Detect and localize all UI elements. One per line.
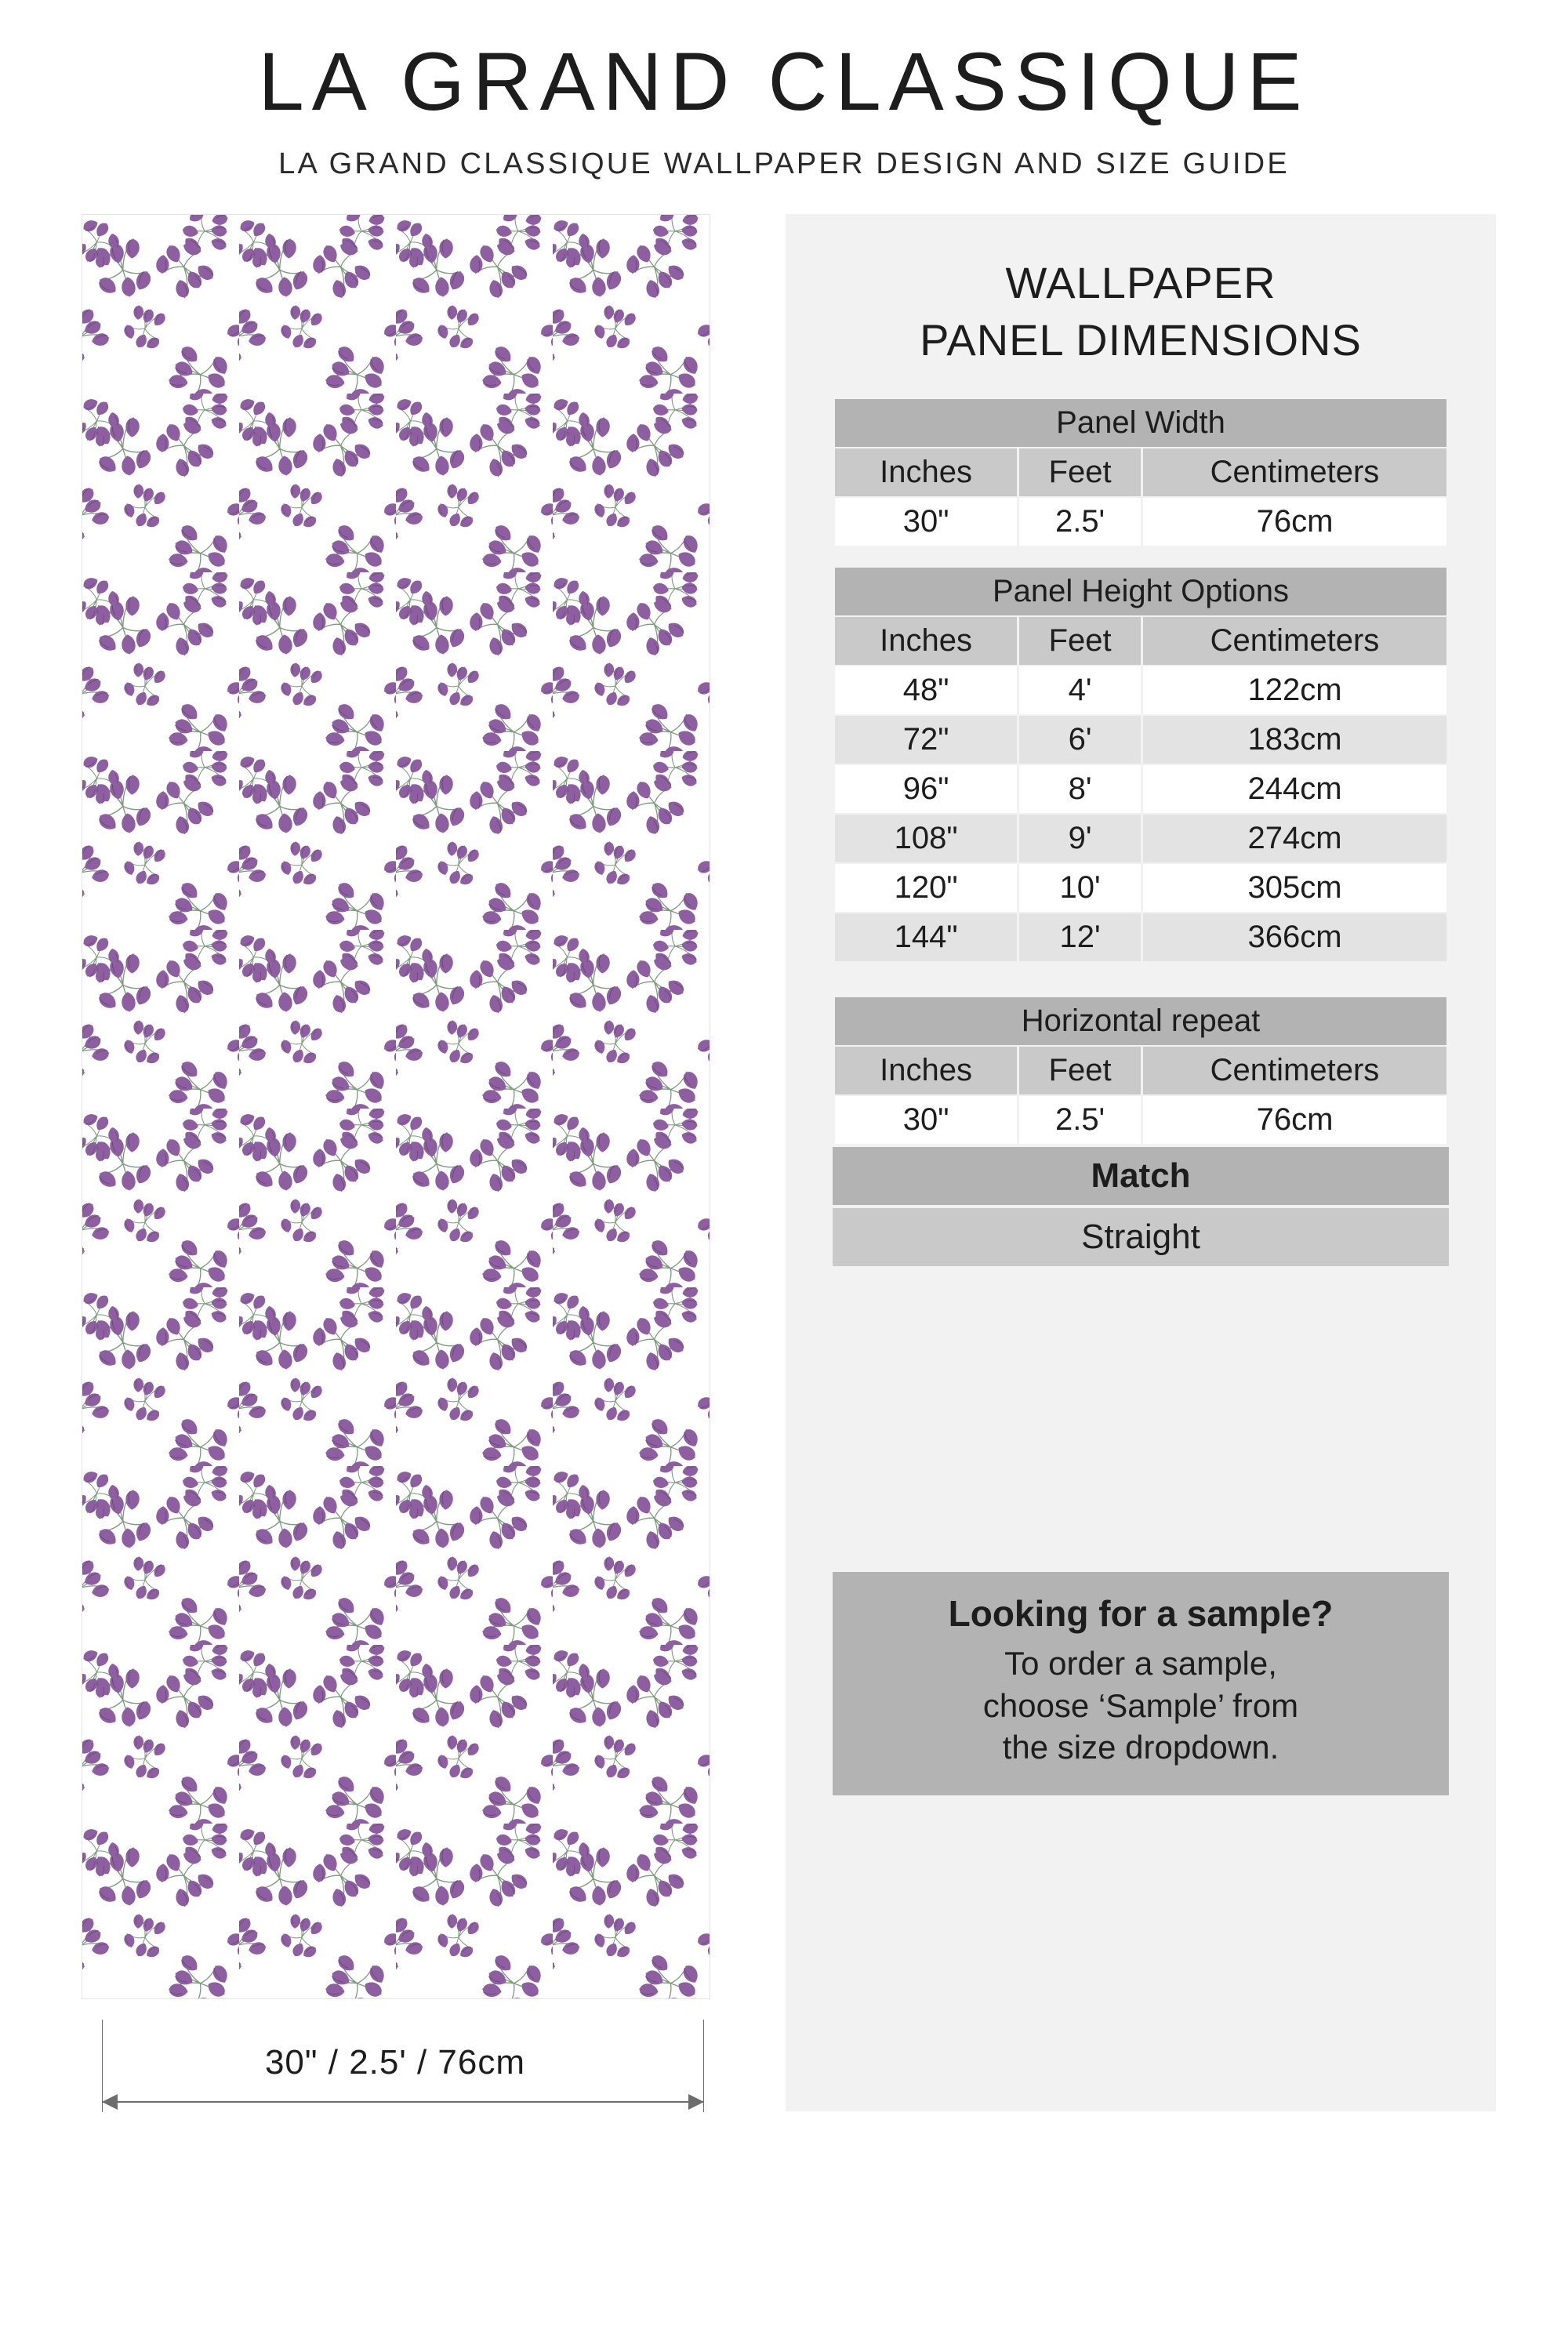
cell-centimeters: 274cm: [1143, 815, 1446, 862]
cell-inches: 30": [835, 1096, 1017, 1144]
horizontal-repeat-table: [833, 996, 1449, 1145]
cell-centimeters: 366cm: [1143, 913, 1446, 961]
page-title: LA GRAND CLASSIQUE: [258, 36, 1310, 128]
cell-inches: 72": [835, 716, 1017, 764]
horizontal-repeat-title: Horizontal repeat: [835, 997, 1446, 1045]
sample-callout-title: Looking for a sample?: [948, 1592, 1334, 1634]
column-header-centimeters: Centimeters: [1143, 617, 1446, 665]
cell-feet: 2.5': [1019, 498, 1141, 546]
column-header-inches: Inches: [835, 1047, 1017, 1094]
dimensions-panel: [786, 214, 1496, 2111]
panel-height-table: [833, 566, 1449, 963]
measure-arrow-line: [102, 2101, 704, 2103]
match-value: Straight: [833, 1208, 1449, 1266]
column-header-feet: Feet: [1019, 617, 1141, 665]
main-content: [0, 214, 1568, 2114]
column-header-feet: Feet: [1019, 1047, 1141, 1094]
cell-inches: 108": [835, 815, 1017, 862]
panel-height-title: Panel Height Options: [835, 568, 1446, 615]
match-title: Match: [833, 1147, 1449, 1205]
panel-heading-line2: PANEL DIMENSIONS: [920, 315, 1362, 365]
cell-centimeters: 183cm: [1143, 716, 1446, 764]
cell-feet: 9': [1019, 815, 1141, 862]
sample-text-line1: To order a sample,: [1004, 1644, 1277, 1682]
cell-feet: 8': [1019, 765, 1141, 813]
table-row: [835, 815, 1446, 862]
cell-feet: 12': [1019, 913, 1141, 961]
cell-centimeters: 244cm: [1143, 765, 1446, 813]
cell-inches: 48": [835, 666, 1017, 714]
table-column-headers: [835, 448, 1446, 496]
section-spacer: [833, 963, 1449, 996]
table-row: [835, 864, 1446, 912]
sample-text-line2: choose ‘Sample’ from: [982, 1686, 1299, 1724]
panel-width-label: 30" / 2.5' / 76cm: [264, 2043, 526, 2082]
column-header-inches: Inches: [835, 617, 1017, 665]
table-section-header: [835, 399, 1446, 447]
swatch-column: [82, 214, 709, 2114]
page-header: [0, 0, 1568, 181]
panel-heading-line1: WALLPAPER: [1005, 258, 1276, 308]
wallpaper-pattern-swatch: [82, 214, 710, 1999]
column-header-inches: Inches: [835, 448, 1017, 496]
table-section-header: [835, 568, 1446, 615]
cell-centimeters: 76cm: [1143, 1096, 1446, 1144]
arrow-left-icon: [102, 2094, 118, 2110]
cell-feet: 4': [1019, 666, 1141, 714]
cell-centimeters: 305cm: [1143, 864, 1446, 912]
table-row: [835, 716, 1446, 764]
table-row: [835, 913, 1446, 961]
cell-inches: 120": [835, 864, 1017, 912]
column-header-centimeters: Centimeters: [1143, 448, 1446, 496]
table-column-headers: [835, 1047, 1446, 1094]
cell-inches: 144": [835, 913, 1017, 961]
table-row: [835, 498, 1446, 546]
page-subtitle: LA GRAND CLASSIQUE WALLPAPER DESIGN AND SIZE GUIDE: [278, 147, 1290, 181]
cell-inches: 30": [835, 498, 1017, 546]
table-column-headers: [835, 617, 1446, 665]
arrow-right-icon: [688, 2094, 704, 2110]
sample-callout: [833, 1572, 1449, 1795]
table-row: [835, 1096, 1446, 1144]
table-row: [835, 765, 1446, 813]
panel-heading: [833, 255, 1449, 369]
panel-width-measure: [82, 2020, 709, 2114]
cell-feet: 10': [1019, 864, 1141, 912]
column-header-feet: Feet: [1019, 448, 1141, 496]
column-header-centimeters: Centimeters: [1143, 1047, 1446, 1094]
cell-feet: 2.5': [1019, 1096, 1141, 1144]
table-section-header: [835, 997, 1446, 1045]
sample-text-line3: the size dropdown.: [1002, 1729, 1279, 1766]
panel-width-title: Panel Width: [835, 399, 1446, 447]
panel-width-table: [833, 397, 1449, 547]
sample-callout-text: [856, 1642, 1425, 1769]
cell-feet: 6': [1019, 716, 1141, 764]
cell-inches: 96": [835, 765, 1017, 813]
table-row: [835, 666, 1446, 714]
cell-centimeters: 76cm: [1143, 498, 1446, 546]
cell-centimeters: 122cm: [1143, 666, 1446, 714]
